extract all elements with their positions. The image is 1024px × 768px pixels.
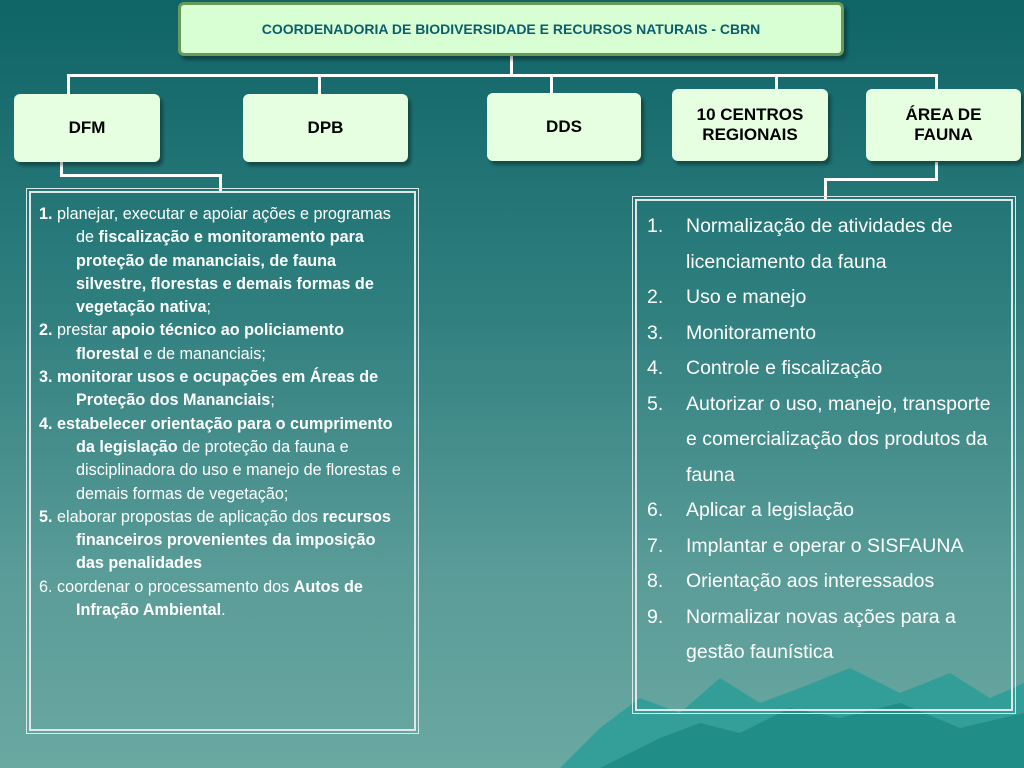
dfm-duty-item	[39, 319, 404, 366]
fauna-duty-number: 9.	[647, 605, 664, 628]
fauna-duty-text: Monitoramento	[686, 321, 817, 344]
dfm-duty-number: 5.	[39, 507, 53, 526]
department-label: 10 CENTROS REGIONAIS	[696, 105, 804, 144]
department-label: DPB	[307, 118, 344, 137]
dfm-duty-text: elaborar propostas de aplicação dos	[52, 507, 323, 526]
cbrn-title-box	[178, 2, 844, 56]
fauna-duty-item	[647, 387, 1003, 494]
dfm-duty-text: fiscalização e monitoramento para proteção de mananciais, de fauna silvestre, florestas e demais formas de vegetação nativa	[76, 228, 374, 317]
fauna-duty-text: Uso e manejo	[686, 286, 807, 308]
dfm-duty-item	[39, 576, 404, 623]
connector-top-vertical	[510, 56, 513, 76]
fauna-duty-text: Normalização de atividades de licenciamento da fauna	[686, 215, 953, 273]
fauna-duty-text: Aplicar a legislação	[686, 499, 855, 521]
fauna-duty-item	[647, 600, 1003, 671]
dfm-duty-item	[39, 506, 404, 576]
dfm-duty-number: 6.	[39, 577, 53, 596]
dfm-duty-text: coordenar o processamento dos	[52, 577, 294, 596]
connector-dfm-panel	[219, 174, 222, 191]
department-box-fauna	[866, 89, 1021, 161]
dfm-duty-text: ;	[270, 391, 275, 410]
dfm-duty-text: planejar, executar e apoiar ações e programas de	[52, 205, 391, 247]
dfm-duty-item	[39, 366, 404, 413]
dfm-duties-panel	[29, 191, 416, 731]
dfm-duty-text: de proteção da fauna e disciplinadora do uso e manejo de florestas e demais formas de vegetação;	[76, 437, 401, 503]
fauna-duty-number: 2.	[647, 286, 664, 308]
fauna-duty-text: Orientação aos interessados	[686, 570, 935, 592]
fauna-duty-number: 7.	[647, 534, 664, 557]
connector-fauna-panel	[824, 178, 827, 199]
fauna-duty-text: Autorizar o uso, manejo, transporte e comercialização dos produtos da fauna	[686, 392, 991, 486]
department-box-centros	[672, 89, 828, 161]
fauna-duty-item	[647, 564, 1003, 600]
dfm-duty-text: ;	[206, 298, 211, 317]
connector-dfm	[67, 74, 70, 96]
dfm-duty-item	[39, 203, 404, 319]
fauna-duty-number: 6.	[647, 499, 664, 521]
fauna-duty-number: 8.	[647, 570, 664, 592]
dfm-duty-text: e de mananciais;	[138, 344, 266, 363]
fauna-duty-number: 1.	[647, 215, 664, 237]
cbrn-title: COORDENADORIA DE BIODIVERSIDADE E RECURSOS NATURAIS - CBRN	[261, 21, 761, 37]
fauna-duty-item	[647, 529, 1003, 565]
fauna-duty-item	[647, 316, 1003, 352]
connector-dfm-horizontal	[60, 174, 222, 177]
dfm-duty-text: prestar	[52, 321, 112, 340]
dfm-duty-number: 2.	[39, 321, 53, 340]
connector-dpb	[318, 74, 321, 96]
fauna-duty-number: 4.	[647, 357, 664, 379]
dfm-duty-text: apoio técnico ao policiamento florestal	[76, 321, 344, 363]
dfm-duty-text: estabelecer orientação para o cumprimento da legislação	[52, 414, 393, 456]
connector-fauna-horizontal	[824, 178, 938, 181]
dfm-duty-number: 4.	[39, 414, 53, 433]
fauna-duties-panel	[635, 199, 1013, 711]
department-label: DFM	[68, 118, 106, 137]
fauna-duty-number: 3.	[647, 321, 664, 344]
dfm-duty-item	[39, 413, 404, 506]
department-box-dpb	[243, 94, 408, 162]
department-box-dds	[487, 93, 641, 161]
fauna-duty-text: Implantar e operar o SISFAUNA	[686, 534, 964, 557]
connector-horizontal	[67, 74, 937, 77]
fauna-duty-item	[647, 351, 1003, 387]
fauna-duty-item	[647, 209, 1003, 280]
fauna-duty-item	[647, 493, 1003, 529]
dfm-duty-text: .	[221, 601, 226, 620]
dfm-duty-text: recursos financeiros provenientes da imposição das penalidades	[76, 507, 391, 573]
dfm-duty-number: 3.	[39, 368, 53, 387]
dfm-duty-text: Autos de Infração Ambiental	[76, 577, 363, 620]
dfm-duty-number: 1.	[39, 205, 53, 223]
department-label: DDS	[546, 117, 582, 136]
fauna-duty-text: Normalizar novas ações para a gestão faunística	[686, 605, 956, 663]
fauna-duty-number: 5.	[647, 392, 664, 415]
department-label: ÁREA DE FAUNA	[905, 105, 982, 144]
department-box-dfm	[14, 94, 160, 162]
fauna-duty-item	[647, 280, 1003, 316]
dfm-duty-text: monitorar usos e ocupações em Áreas de Proteção dos Mananciais	[52, 368, 379, 410]
fauna-duty-text: Controle e fiscalização	[686, 357, 883, 379]
